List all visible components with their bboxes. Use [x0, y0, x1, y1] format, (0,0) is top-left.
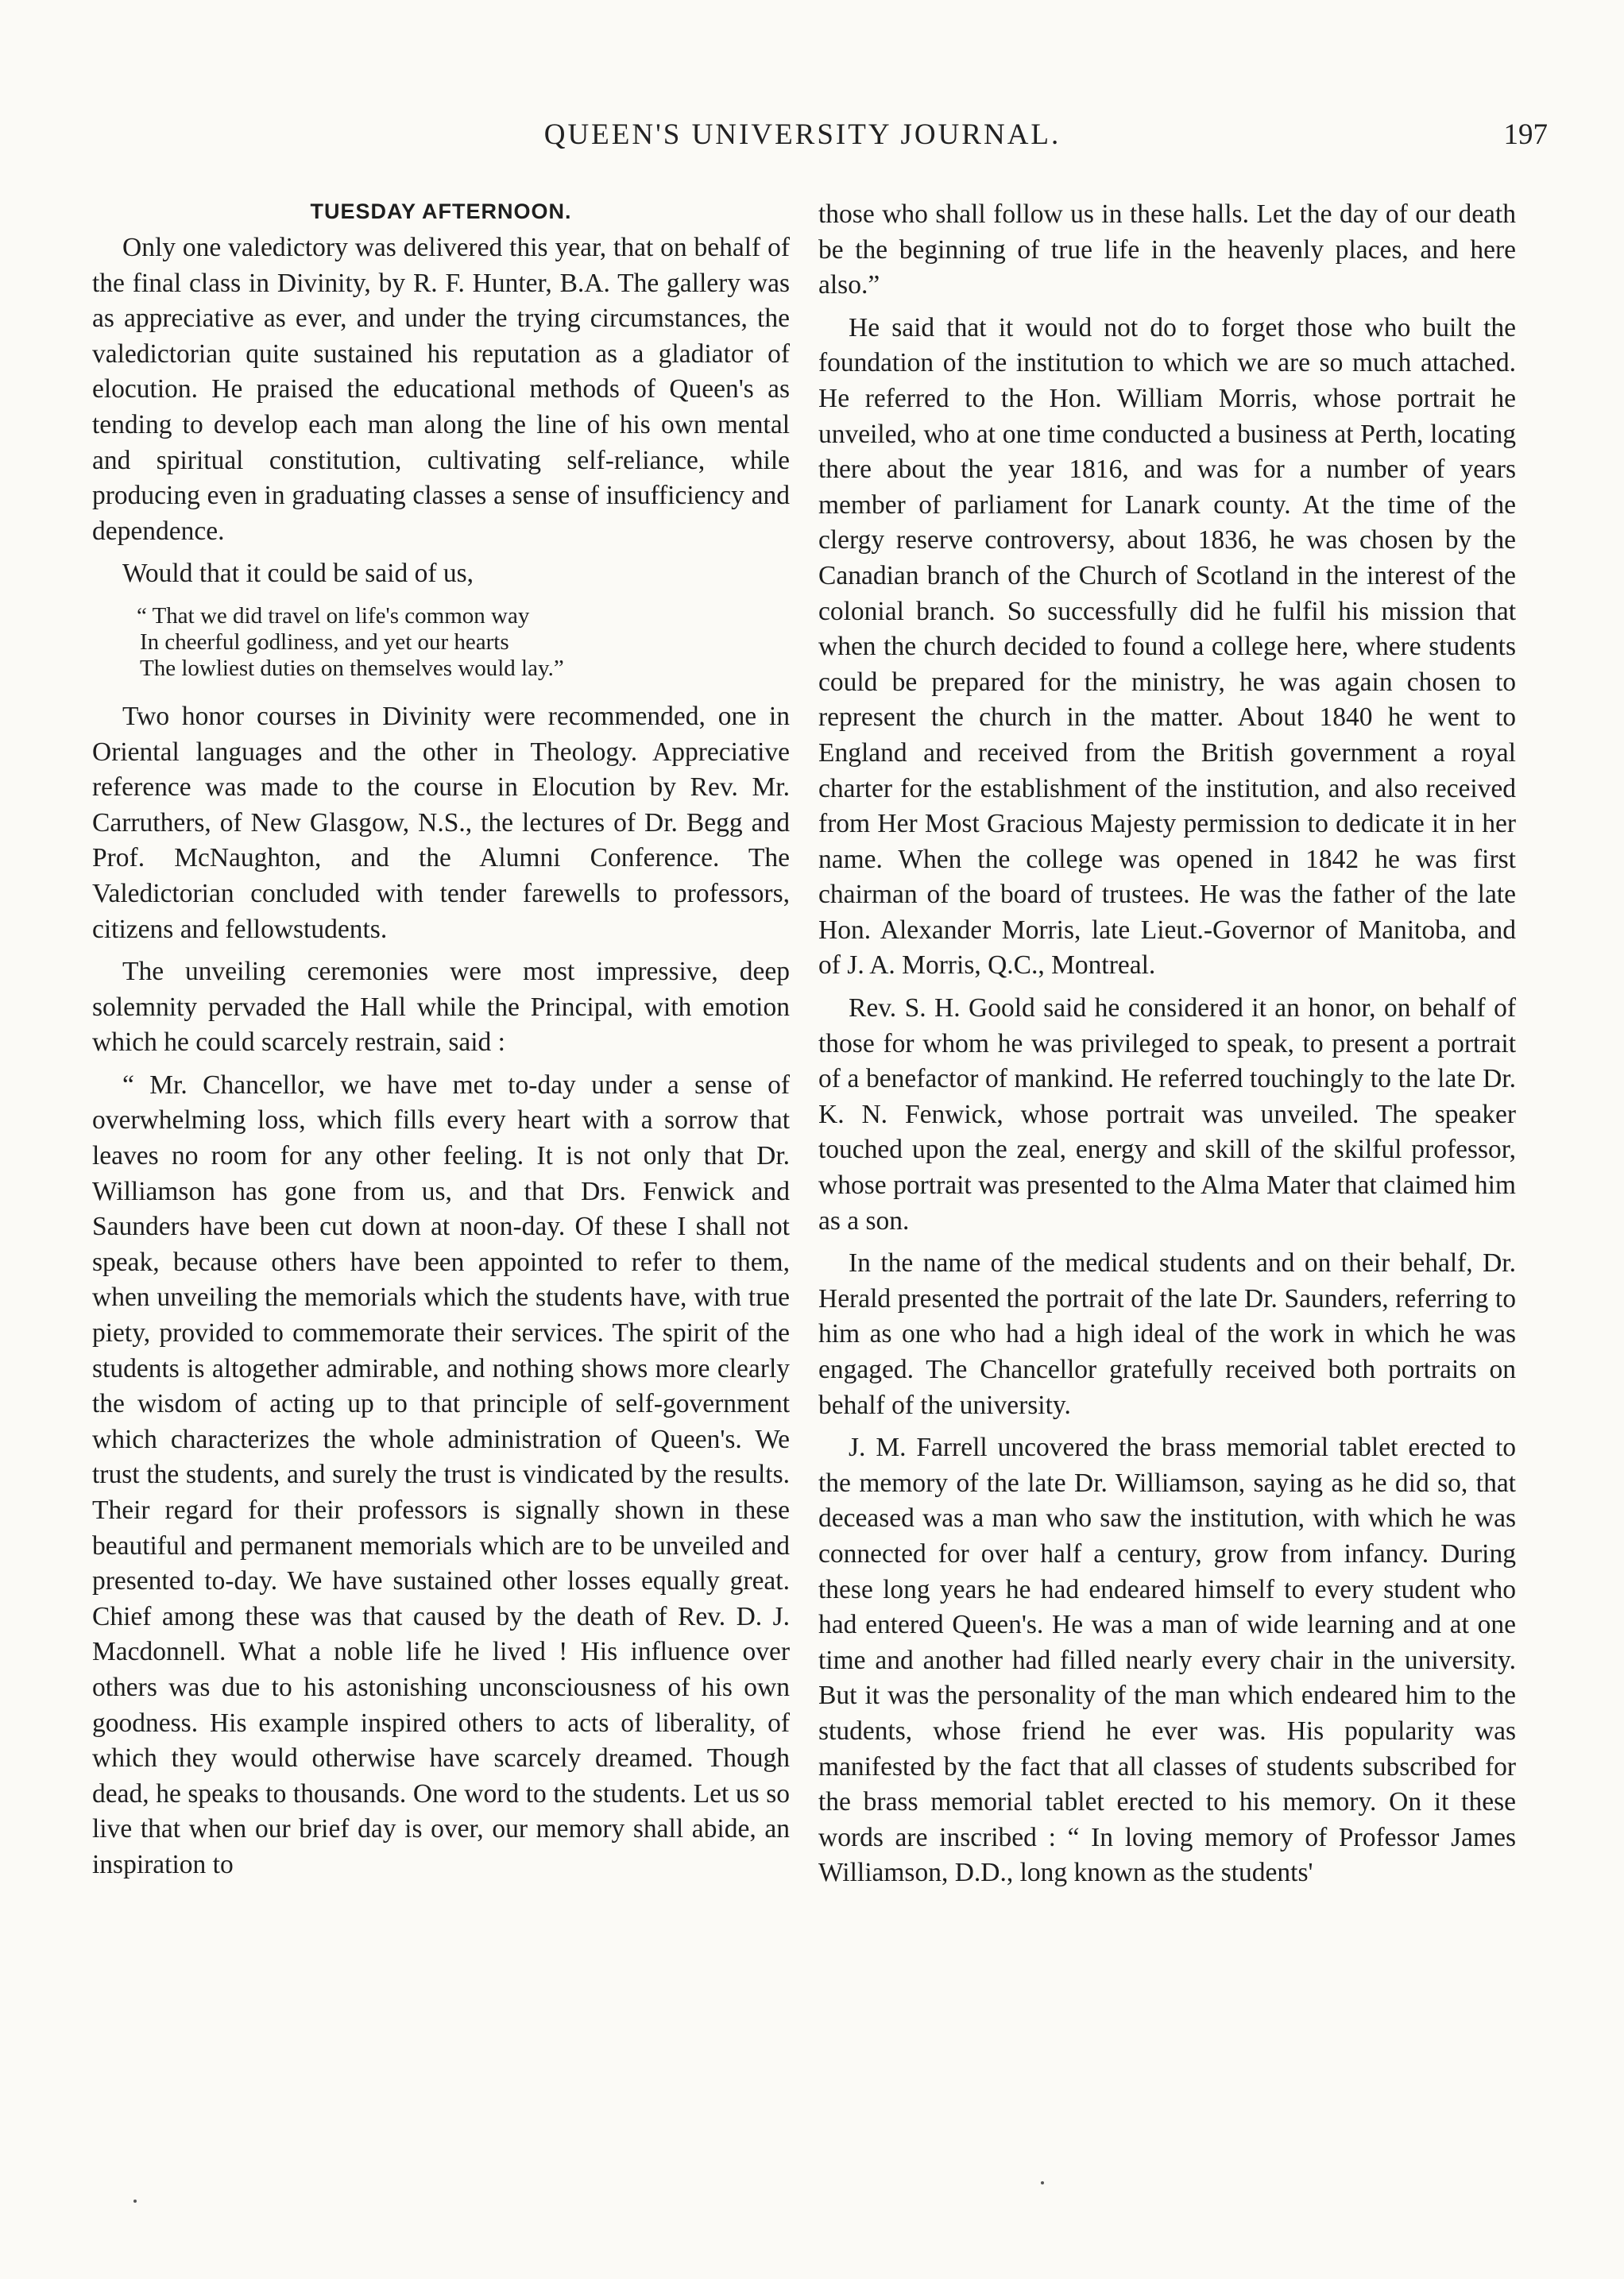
- paragraph-goold: Rev. S. H. Goold said he considered it an honor, on behalf of those for whom he was privileged to speak, to present a portrait of a benefactor of mankind. He referred touchingly to the late Dr. K. N. Fenwick, whose portrait was unveiled. The speaker touched upon the zeal, energy and skill of the skilful professor, whose portrait was presented to the Alma Mater that claimed him as a son.: [818, 993, 1516, 1236]
- paragraph-speech-continued: those who shall follow us in these halls. Let the day of our death be the beginning of true life in the heavenly places, and here also.”: [818, 199, 1516, 300]
- verse-line: In cheerful godliness, and yet our hearts: [140, 629, 509, 655]
- page-number: 197: [1503, 118, 1548, 151]
- verse-line: The lowliest duties on themselves would lay.”: [140, 655, 564, 681]
- verse-quotation: [92, 603, 790, 682]
- paragraph-honor-courses: Two honor courses in Divinity were recommended, one in Oriental languages and the other in Theology. Appreciative reference was made to the course in Elocution by Rev. Mr. Carruthers, of New Glasgow, N.S., the lectures of Dr. Begg and Prof. McNaughton, and the Alumni Conference. The Valedictorian concluded with tender farewells to professors, citizens and fellowstudents.: [92, 701, 790, 944]
- running-head: [0, 118, 1624, 165]
- paragraph-farrell: J. M. Farrell uncovered the brass memorial tablet erected to the memory of the late Dr. Williamson, saying as he did so, that deceased was a man who saw the institution, with which he was connected for over half a century, grow from infancy. During these long years he had endeared himself to every student who had entered Queen's. He was a man of wide learning and at one time and another had filled nearly every chair in the university. But it was the personality of the man which endeared him to the students, whose friend he ever was. His popularity was manifested by the fact that all classes of students subscribed for the brass memorial tablet erected to his memory. On it these words are inscribed : “ In loving memory of Professor James Williamson, D.D., long known as the students': [818, 1433, 1516, 1888]
- right-column: [818, 197, 1516, 1891]
- section-heading: TUESDAY AFTERNOON.: [310, 199, 572, 223]
- paragraph-william-morris: He said that it would not do to forget those who built the foundation of the institution to which we are so much attached. He referred to the Hon. William Morris, whose portrait he unveiled, who at one time conducted a business at Perth, locating there about the year 1816, and was for a number of years member of parliament for Lanark county. At the time of the clergy reserve controversy, about 1836, he was chosen by the Canadian branch of the Church of Scotland in the interest of the colonial branch. So successfully did he fulfil his mission that when the church decided to found a college here, where students could be prepared for the ministry, he was again chosen to represent the church in the matter. About 1840 he went to England and received from the British government a royal charter for the establishment of the institution, and also received from Her Most Gracious Majesty permission to dedicate it in her name. When the college was opened in 1842 he was first chairman of the board of trustees. He was the father of the late Hon. Alexander Morris, late Lieut.-Governor of Manitoba, and of J. A. Morris, Q.C., Montreal.: [818, 312, 1516, 981]
- left-column: [92, 197, 790, 1883]
- paragraph-unveiling: The unveiling ceremonies were most impressive, deep solemnity pervaded the Hall while the Principal, with emotion which he could scarcely restrain, said :: [92, 957, 790, 1058]
- ink-speck: [133, 2200, 137, 2203]
- ink-speck: [1041, 2181, 1044, 2184]
- verse-line: “ That we did travel on life's common way: [137, 602, 530, 629]
- paragraph-valedictory: Only one valedictory was delivered this year, that on behalf of the final class in Divinity, by R. F. Hunter, B.A. The gallery was as appreciative as ever, and under the trying circumstances, the valedictorian quite sustained his reputation as a gladiator of elocution. He praised the educational methods of Queen's as tending to develop each man along the line of his own mental and spiritual constitution, cultivating self-reliance, while producing even in graduating classes a sense of insufficiency and dependence.: [92, 233, 790, 546]
- paragraph-principal-speech: “ Mr. Chancellor, we have met to-day under a sense of overwhelming loss, which fills every heart with a sorrow that leaves no room for any other feeling. It is not only that Dr. Williamson has gone from us, and that Drs. Fenwick and Saunders have been cut down at noon-day. Of these I shall not speak, because others have been appointed to refer to them, when unveiling the memorials which the students have, with true piety, provided to commemorate their services. The spirit of the students is altogether admirable, and nothing shows more clearly the wisdom of acting up to that principle of self-government which characterizes the whole administration of Queen's. We trust the students, and surely the trust is vindicated by the results. Their regard for their professors is signally shown in these beautiful and permanent memorials which are to be unveiled and presented to-day. We have sustained other losses equally great. Chief among these was that caused by the death of Rev. D. J. Macdonnell. What a noble life he lived ! His influence over others was due to his astonishing unconsciousness of his own goodness. His example inspired others to acts of liberality, of which they would otherwise have scarcely dreamed. Though dead, he speaks to thousands. One word to the students. Let us so live that when our brief day is over, our memory shall abide, an inspiration to: [92, 1070, 790, 1879]
- journal-title: QUEEN'S UNIVERSITY JOURNAL.: [543, 118, 1061, 151]
- paragraph-herald: In the name of the medical students and on their behalf, Dr. Herald presented the portrait of the late Dr. Saunders, referring to him as one who had a high ideal of the work in which he was engaged. The Chancellor gratefully received both portraits on behalf of the university.: [818, 1248, 1516, 1420]
- paragraph-would-that: Would that it could be said of us,: [122, 559, 474, 589]
